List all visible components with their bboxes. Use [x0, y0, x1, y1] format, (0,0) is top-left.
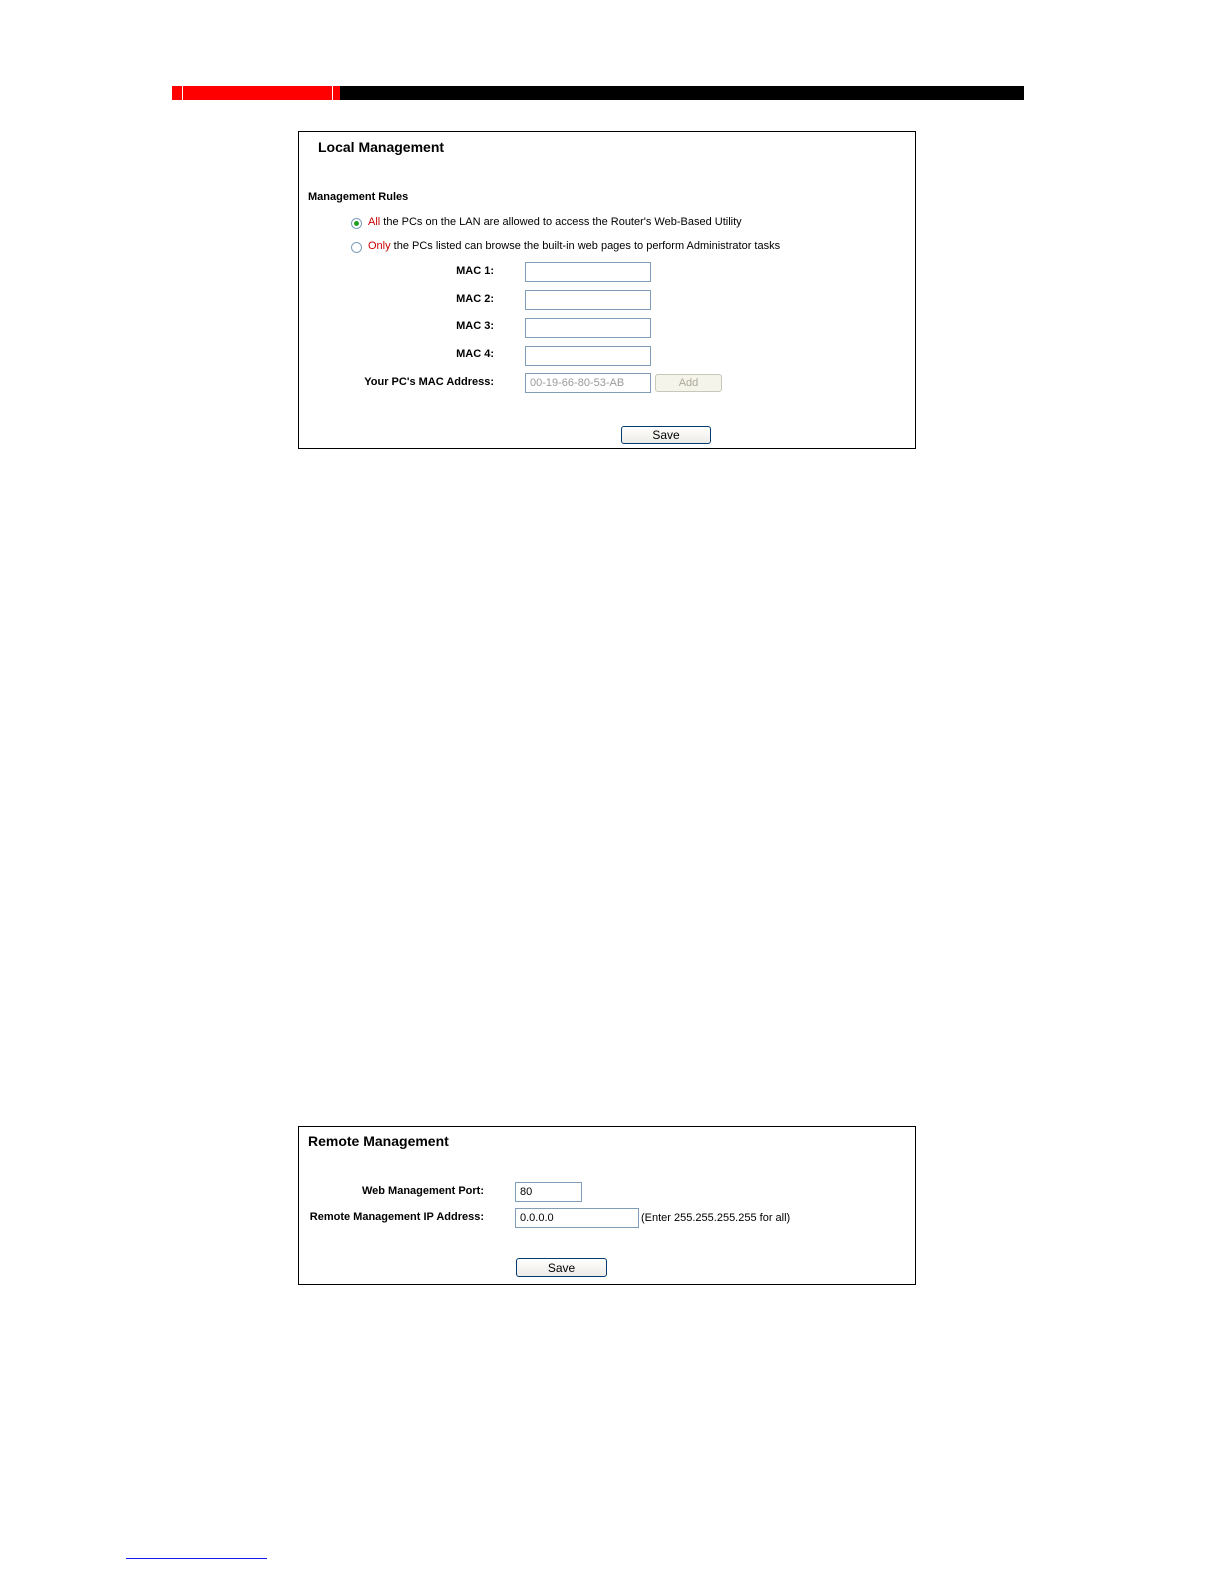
- web-port-label: Web Management Port:: [361, 1185, 484, 1197]
- remote-save-button[interactable]: Save: [516, 1258, 607, 1277]
- option-only-label: [368, 240, 780, 252]
- brand-bar-red: [172, 86, 340, 100]
- option-only-text: the PCs listed can browse the built-in web pages to perform Administrator tasks: [390, 240, 781, 252]
- remote-management-title: Remote Management: [308, 1133, 449, 1149]
- radio-selected-dot: [354, 221, 359, 226]
- mac1-label: MAC 1:: [456, 265, 494, 277]
- header-brand-bar: [172, 86, 1024, 100]
- radio-all-pcs[interactable]: [351, 218, 362, 229]
- local-management-title: Local Management: [318, 139, 445, 155]
- pc-mac-label: Your PC's MAC Address:: [364, 376, 494, 388]
- option-only-highlight: Only: [368, 240, 391, 252]
- mac2-input[interactable]: [525, 290, 651, 310]
- mac4-label: MAC 4:: [456, 348, 494, 360]
- mac2-label: MAC 2:: [456, 293, 494, 305]
- mac3-label: MAC 3:: [456, 320, 494, 332]
- footer-link-underline[interactable]: [126, 1558, 267, 1559]
- local-management-panel: [298, 131, 916, 449]
- remote-ip-hint: (Enter 255.255.255.255 for all): [641, 1212, 791, 1224]
- brand-bar-black: [340, 86, 1024, 100]
- mac4-input[interactable]: [525, 346, 651, 366]
- management-rules-heading: Management Rules: [308, 191, 409, 203]
- remote-management-panel: [298, 1126, 916, 1285]
- remote-ip-input[interactable]: 0.0.0.0: [515, 1208, 639, 1228]
- option-all-highlight: All: [368, 216, 381, 228]
- remote-ip-label: Remote Management IP Address:: [309, 1211, 484, 1223]
- add-mac-button[interactable]: Add: [655, 374, 722, 392]
- option-all-label: [368, 216, 742, 228]
- radio-listed-pcs[interactable]: [351, 242, 362, 253]
- option-all-text: the PCs on the LAN are allowed to access the Router's Web-Based Utility: [380, 216, 742, 228]
- web-port-input[interactable]: 80: [515, 1182, 582, 1202]
- pc-mac-field: 00-19-66-80-53-AB: [525, 373, 651, 393]
- mac3-input[interactable]: [525, 318, 651, 338]
- local-save-button[interactable]: Save: [621, 426, 711, 444]
- mac1-input[interactable]: [525, 262, 651, 282]
